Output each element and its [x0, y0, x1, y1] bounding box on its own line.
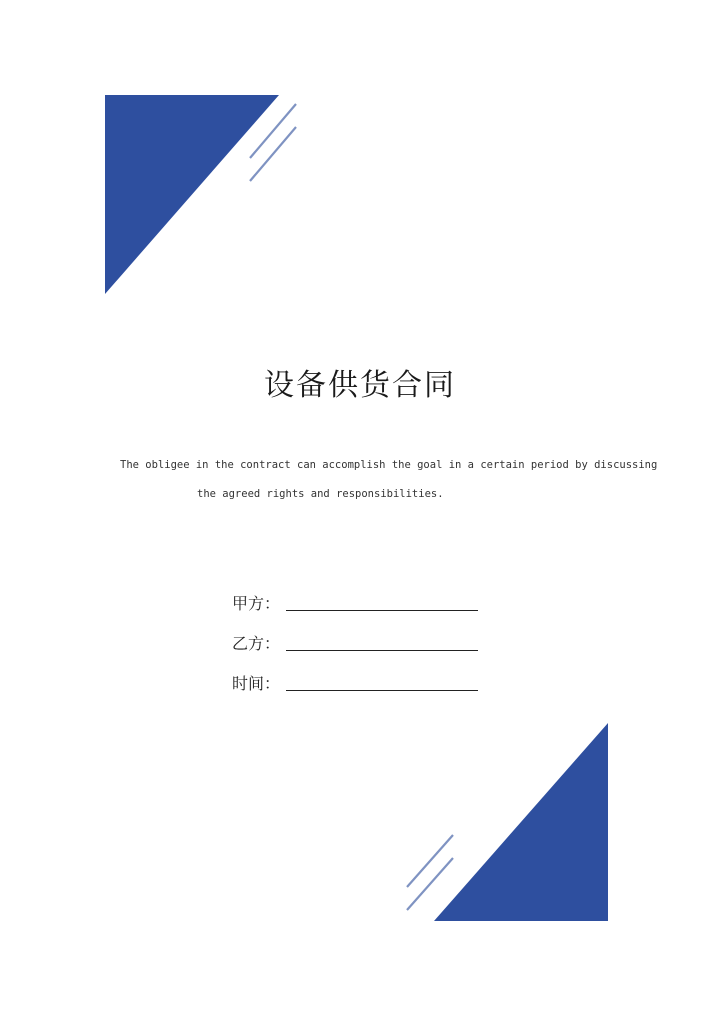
- bottom-stripe-line: [407, 835, 453, 887]
- top-stripe-line: [250, 127, 296, 181]
- date-label: 时间：: [232, 674, 281, 693]
- top-triangle-shape: [105, 95, 279, 294]
- party-a-label: 甲方：: [232, 594, 281, 613]
- party-b-blank-line: [286, 650, 478, 651]
- date-blank-line: [286, 690, 478, 691]
- bottom-triangle-shape: [434, 723, 608, 921]
- party-a-field: [232, 590, 478, 614]
- party-a-blank-line: [286, 610, 478, 611]
- bottom-stripe-line: [407, 858, 453, 910]
- top-left-corner-decoration: [100, 90, 310, 300]
- party-b-field: [232, 630, 478, 654]
- subtitle-line-1: The obligee in the contract can accomplish the goal in a certain period by discussing: [120, 459, 658, 471]
- subtitle-line-2: the agreed rights and responsibilities.: [197, 488, 444, 500]
- bottom-right-corner-decoration: [400, 715, 615, 927]
- document-title: 设备供货合同: [264, 368, 456, 403]
- party-b-label: 乙方：: [232, 634, 281, 653]
- date-field: [232, 670, 478, 694]
